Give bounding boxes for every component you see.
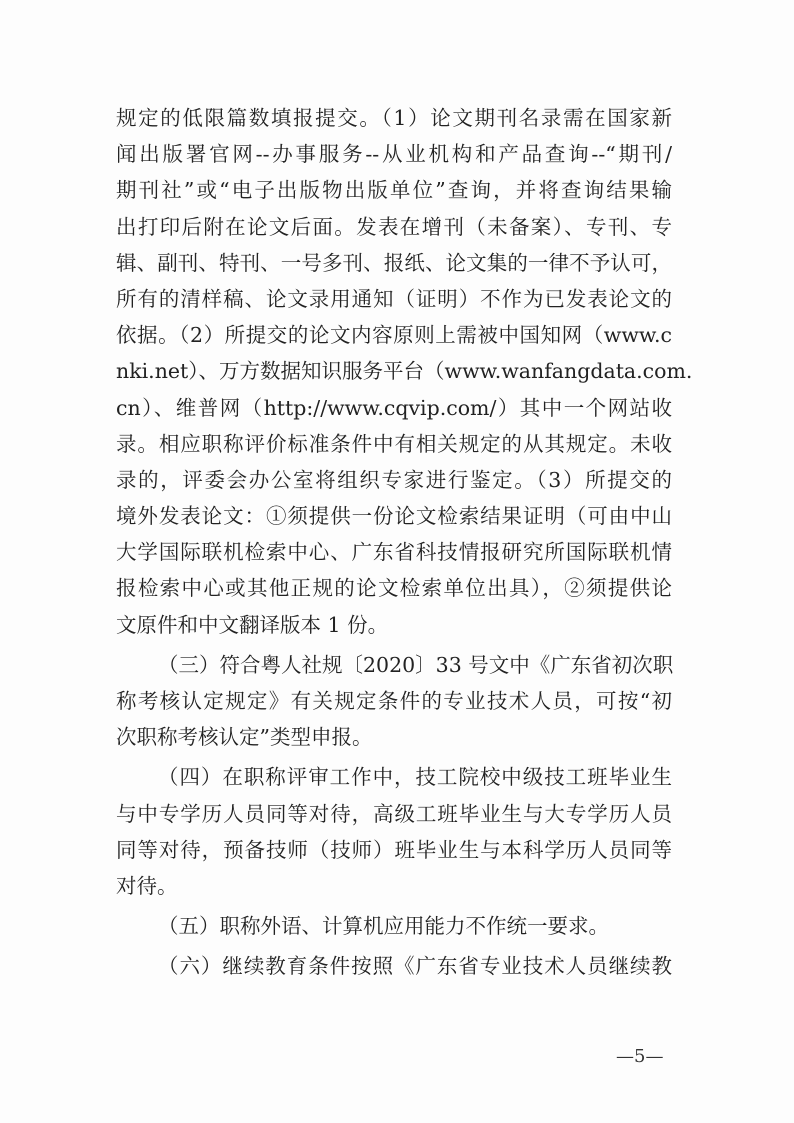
body-line: 录。相应职称评价标准条件中有相关规定的从其规定。未收 <box>116 431 672 456</box>
body-line: 辑、副刊、特刊、一号多刊、报纸、论文集的一律不予认可， <box>116 250 672 275</box>
body-line: 大学国际联机检索中心、广东省科技情报研究所国际联机情 <box>116 540 672 565</box>
body-line: 出打印后附在论文后面。发表在增刊（未备案）、专刊、专 <box>116 214 672 239</box>
paragraph-4-line: （四）在职称评审工作中，技工院校中级技工班毕业生 <box>158 765 672 790</box>
body-line: 对待。 <box>116 873 178 898</box>
paragraph-6-line: （六）继续教育条件按照《广东省专业技术人员继续教 <box>158 954 672 979</box>
body-line: 规定的低限篇数填报提交。（1）论文期刊名录需在国家新 <box>116 106 672 130</box>
body-line: 所有的清样稿、论文录用通知（证明）不作为已发表论文的 <box>116 286 672 311</box>
body-line: 与中专学历人员同等对待，高级工班毕业生与大专学历人员 <box>116 801 672 826</box>
paragraph-5-line: （五）职称外语、计算机应用能力不作统一要求。 <box>158 914 609 939</box>
body-line: 录的，评委会办公室将组织专家进行鉴定。（3）所提交的 <box>116 467 672 492</box>
body-line: 期刊社”或“电子出版物出版单位”查询，并将查询结果输 <box>116 178 672 203</box>
document-body <box>116 100 693 985</box>
body-line: 报检索中心或其他正规的论文检索单位出具），②须提供论 <box>116 576 672 601</box>
page-number: —5— <box>616 1046 664 1067</box>
body-line: 境外发表论文：①须提供一份论文检索结果证明（可由中山 <box>116 504 672 529</box>
body-line: 次职称考核认定”类型申报。 <box>116 725 373 750</box>
body-line: 称考核认定规定》有关规定条件的专业技术人员，可按“初 <box>116 689 672 713</box>
body-line: 依据。（2）所提交的论文内容原则上需被中国知网（www.c <box>116 323 672 348</box>
body-line: nki.net）、万方数据知识服务平台（www.wanfangdata.com. <box>116 359 693 384</box>
paragraph-3-line: （三）符合粤人社规〔2020〕33 号文中《广东省初次职 <box>158 652 674 677</box>
body-line: 同等对待，预备技师（技师）班毕业生与本科学历人员同等 <box>116 837 672 862</box>
body-line: 文原件和中文翻译版本 1 份。 <box>116 612 389 637</box>
body-line: 闻出版署官网--办事服务--从业机构和产品查询--“期刊/ <box>116 142 672 167</box>
body-line: cn）、维普网（http://www.cqvip.com/）其中一个网站收 <box>116 395 672 420</box>
